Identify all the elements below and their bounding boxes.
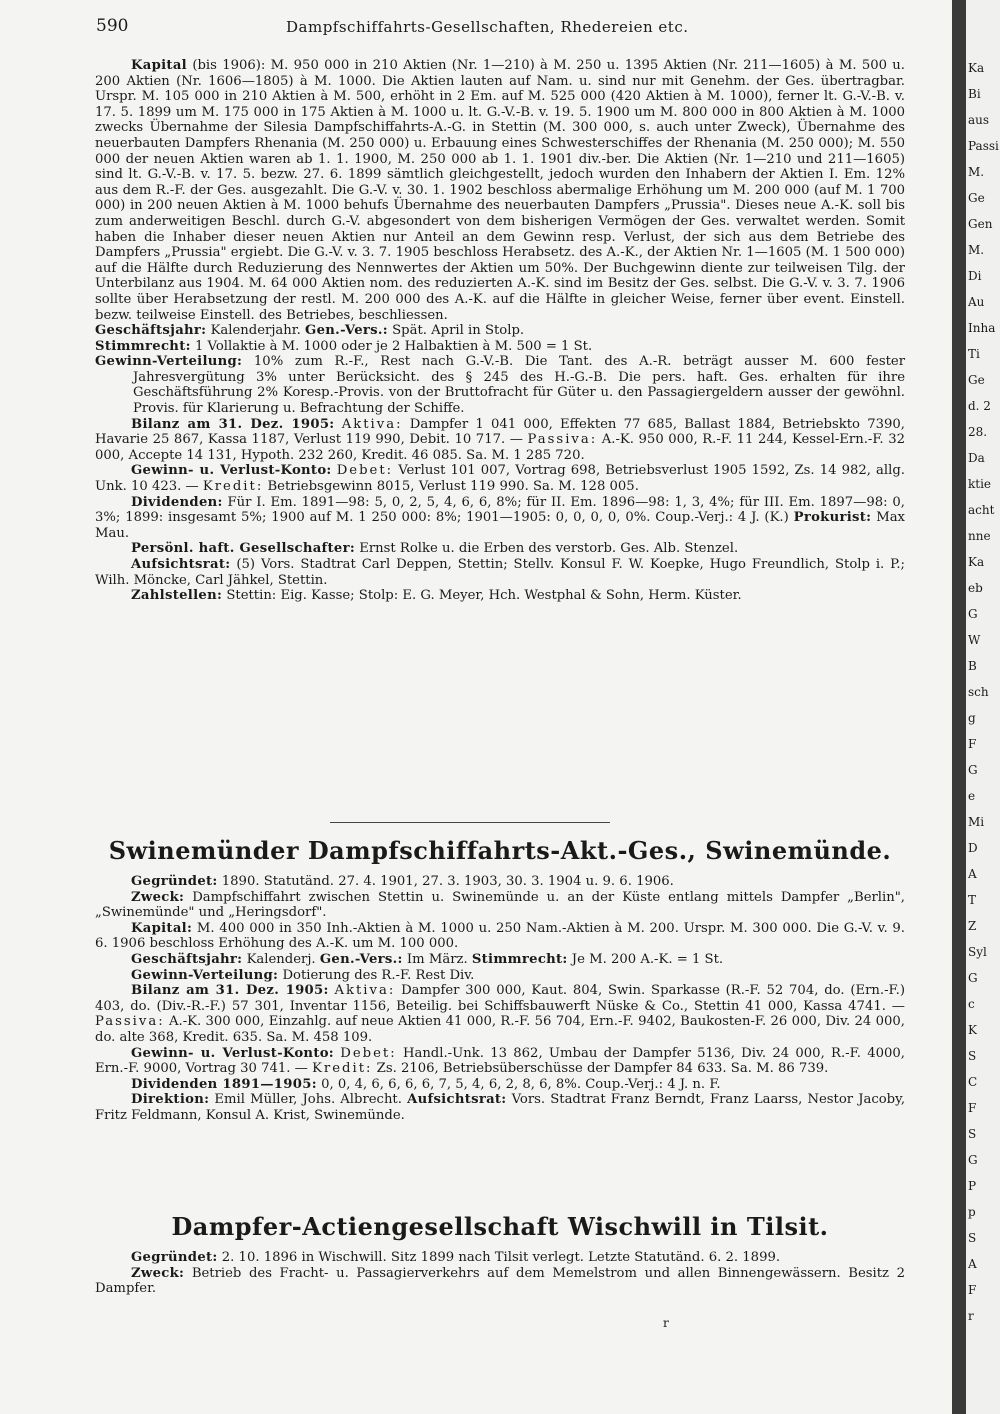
guv-paragraph bbox=[95, 1046, 905, 1077]
adjacent-page-fragment: sch bbox=[968, 685, 989, 699]
zweck-paragraph bbox=[95, 890, 905, 921]
debet-label: Debet: bbox=[340, 1045, 397, 1061]
guv-label: Gewinn- u. Verlust-Konto: bbox=[131, 463, 332, 479]
dividenden-label: Dividenden 1891—1905: bbox=[131, 1076, 317, 1092]
adjacent-page-fragment: C bbox=[968, 1075, 978, 1089]
aufsichtsrat-text: Vors. Stadtrat Franz Berndt, Franz Laarss, Nestor Jacoby, Fritz Feldmann, Konsul A. Krist, Swinemünde. bbox=[95, 1092, 906, 1123]
geschaeftsjahr-text: Kalenderj. bbox=[246, 951, 316, 967]
adjacent-page-fragment: nne bbox=[968, 529, 991, 543]
persoenl-label: Persönl. haft. Gesellschafter: bbox=[131, 541, 356, 557]
adjacent-page-fragment: F bbox=[968, 737, 977, 751]
prokurist-label: Prokurist: bbox=[793, 510, 872, 526]
adjacent-page-fragment: eb bbox=[968, 581, 983, 595]
persoenl-paragraph bbox=[95, 541, 905, 557]
zweck-text: Betrieb des Fracht- u. Passagierverkehrs auf dem Memelstrom und allen Binnengewässern. Besitz 2 Dampfer. bbox=[95, 1265, 905, 1297]
adjacent-page-fragment: c bbox=[968, 997, 975, 1011]
adjacent-page-fragment: d. 2 bbox=[968, 399, 991, 413]
zahlstellen-paragraph bbox=[95, 588, 905, 604]
stimmrecht-paragraph bbox=[95, 339, 905, 355]
dividenden-paragraph bbox=[95, 1077, 905, 1093]
kapital-text: M. 400 000 in 350 Inh.-Aktien à M. 1000 u. 250 Nam.-Aktien à M. 200. Urspr. M. 300 000. Die G.-V. v. 9. 6. 1906 beschloss Erhöhung des A.-K. um M. 100 000. bbox=[95, 920, 905, 952]
section-wischwill bbox=[95, 1250, 905, 1297]
kapital-label: Kapital: bbox=[131, 920, 193, 936]
aufsichtsrat-label: Aufsichtsrat: bbox=[131, 557, 231, 572]
section-title-swinemuende: Swinemünder Dampfschiffahrts-Akt.-Ges., Swinemünde. bbox=[108, 836, 892, 865]
aufsichtsrat-label: Aufsichtsrat: bbox=[407, 1092, 507, 1108]
adjacent-page-fragment: W bbox=[968, 633, 981, 647]
passiva-text: A.-K. 300 000, Einzahlg. auf neue Aktien 41 000, R.-F. 56 704, Ern.-F. 9402, Baukosten-F. 26 000, Div. 24 000, do. alte 368, Kredit. 635. Sa. M. 458 109. bbox=[95, 1014, 905, 1045]
adjacent-page-fragment: G bbox=[968, 971, 978, 985]
adjacent-page-fragment: D bbox=[968, 841, 978, 855]
passiva-text: A.-K. 950 000, R.-F. 11 244, Kessel-Ern.-F. 32 000, Accepte 14 131, Hypoth. 232 260, Kredit. 46 085. Sa. M. 1 285 720. bbox=[95, 432, 905, 463]
book-gutter bbox=[952, 0, 966, 1414]
adjacent-page-fragment: Z bbox=[968, 919, 977, 933]
adjacent-page-fragment: M. bbox=[968, 243, 985, 257]
dividenden-text: 0, 0, 4, 6, 6, 6, 6, 7, 5, 4, 6, 2, 8, 6, 8%. Coup.-Verj.: 4 J. n. F. bbox=[321, 1076, 721, 1092]
adjacent-page-fragment: G bbox=[968, 763, 978, 777]
kredit-label: Kredit: bbox=[202, 479, 264, 495]
gewinn-text: Dotierung des R.-F. Rest Div. bbox=[282, 967, 475, 983]
gegruendet-paragraph bbox=[95, 874, 905, 890]
adjacent-page-fragment: Bi bbox=[968, 87, 981, 101]
adjacent-page-fragment: S bbox=[968, 1127, 977, 1141]
section-stolp-company bbox=[95, 58, 905, 604]
gewinn-paragraph bbox=[95, 968, 905, 984]
guv-paragraph bbox=[95, 463, 905, 494]
page-number: 590 bbox=[96, 16, 129, 36]
aktiva-label: Aktiva: bbox=[334, 983, 396, 999]
adjacent-page-fragment: T bbox=[968, 893, 977, 907]
adjacent-page-fragment: G bbox=[968, 1153, 978, 1167]
adjacent-page-fragment: p bbox=[968, 1205, 976, 1219]
adjacent-page-fragment: Inha bbox=[968, 321, 996, 335]
gegruendet-label: Gegründet: bbox=[131, 1250, 218, 1265]
debet-text: Handl.-Unk. 13 862, Umbau der Dampfer 5136, Div. 24 000, R.-F. 4000, Ern.-F. 9000, Vortrag 30 741. — bbox=[95, 1045, 905, 1077]
genvers-text: Im März. bbox=[406, 951, 468, 967]
zahlstellen-text: Stettin: Eig. Kasse; Stolp: E. G. Meyer, Hch. Westphal & Sohn, Herm. Küster. bbox=[226, 588, 742, 604]
bilanz-paragraph bbox=[95, 417, 905, 464]
running-title: Dampfschiffahrts-Gesellschaften, Rhedereien etc. bbox=[286, 18, 689, 36]
adjacent-page-fragment: Di bbox=[968, 269, 982, 283]
kredit-text: Zs. 2106, Betriebsüberschüsse der Dampfer 84 633. Sa. M. 86 739. bbox=[376, 1061, 829, 1077]
section-swinemuende bbox=[95, 874, 905, 1124]
gewinn-text: 10% zum R.-F., Rest nach G.-V.-B. Die Tant. des A.-R. beträgt ausser M. 600 fester Jahresvergütung 3% unter Berücksicht. des § 245 des H.-G.-B. Die pers. haft. Ges. erhalten für ihre Geschäftsführung 2% Koresp.-Provis. von der Bruttofracht für Güter u. den Passagiergeldern ausser der gewöhnl. Provis. für Klarierung u. Befrachtung der Schiffe. bbox=[133, 354, 905, 417]
adjacent-page-fragment: acht bbox=[968, 503, 995, 517]
geschaeftsjahr-paragraph bbox=[95, 952, 905, 968]
dividenden-label: Dividenden: bbox=[131, 494, 223, 510]
page-header bbox=[96, 16, 856, 38]
guv-label: Gewinn- u. Verlust-Konto: bbox=[131, 1045, 334, 1061]
footer-mark: r bbox=[663, 1316, 669, 1330]
zweck-text: Dampfschiffahrt zwischen Stettin u. Swinemünde u. an der Küste entlang mittels Dampfer „Berlin", „Swinemünde" und „Heringsdorf". bbox=[95, 889, 905, 921]
adjacent-page-fragment: A bbox=[968, 1257, 977, 1271]
adjacent-page-fragment: Mi bbox=[968, 815, 985, 829]
stimmrecht-label: Stimmrecht: bbox=[95, 338, 191, 354]
kredit-label: Kredit: bbox=[312, 1061, 373, 1077]
debet-label: Debet: bbox=[336, 463, 394, 479]
kredit-text: Betriebsgewinn 8015, Verlust 119 990. Sa. M. 128 005. bbox=[267, 479, 639, 495]
adjacent-page-fragment: Ge bbox=[968, 191, 985, 205]
adjacent-page-fragment: Ti bbox=[968, 347, 980, 361]
prokurist-text: Max Mau. bbox=[95, 510, 905, 541]
adjacent-page-fragment: Passi bbox=[968, 139, 999, 153]
geschaeftsjahr-paragraph bbox=[95, 323, 905, 339]
bilanz-paragraph bbox=[95, 983, 905, 1045]
adjacent-page-fragment: g bbox=[968, 711, 976, 725]
gegruendet-text: 2. 10. 1896 in Wischwill. Sitz 1899 nach Tilsit verlegt. Letzte Statutänd. 6. 2. 1899. bbox=[221, 1250, 781, 1265]
kapital-paragraph bbox=[95, 58, 905, 323]
adjacent-page-fragment: Ka bbox=[968, 555, 985, 569]
gewinn-label: Gewinn-Verteilung: bbox=[95, 354, 243, 370]
adjacent-page-fragment: Au bbox=[968, 295, 985, 309]
section-title-wischwill: Dampfer-Actiengesellschaft Wischwill in Tilsit. bbox=[171, 1212, 829, 1241]
adjacent-page-fragment: Da bbox=[968, 451, 985, 465]
passiva-label: Passiva: bbox=[95, 1014, 165, 1030]
stimmrecht-text: 1 Vollaktie à M. 1000 oder je 2 Halbaktien à M. 500 = 1 St. bbox=[194, 338, 593, 354]
adjacent-page-fragment: S bbox=[968, 1049, 977, 1063]
aufsichtsrat-text: (5) Vors. Stadtrat Carl Deppen, Stettin; Stellv. Konsul F. W. Koepke, Hugo Freundlich, Stolp i. P.; Wilh. Möncke, Carl Jähkel, Stettin. bbox=[95, 557, 905, 588]
passiva-label: Passiva: bbox=[527, 432, 598, 448]
stimmrecht-text: Je M. 200 A.-K. = 1 St. bbox=[571, 951, 724, 967]
adjacent-page-edge bbox=[966, 0, 1000, 1414]
gegruendet-label: Gegründet: bbox=[131, 874, 218, 889]
bilanz-label: Bilanz am 31. Dez. 1905: bbox=[131, 983, 329, 999]
geschaeftsjahr-label: Geschäftsjahr: bbox=[95, 323, 207, 339]
direktion-text: Emil Müller, Johs. Albrecht. bbox=[214, 1092, 402, 1108]
gegruendet-paragraph bbox=[95, 1250, 905, 1266]
adjacent-page-fragment: ktie bbox=[968, 477, 992, 491]
adjacent-page-fragment: F bbox=[968, 1101, 977, 1115]
geschaeftsjahr-text: Kalenderjahr. bbox=[210, 323, 301, 339]
dividenden-paragraph bbox=[95, 495, 905, 542]
adjacent-page-fragment: e bbox=[968, 789, 976, 803]
adjacent-page-fragment: K bbox=[968, 1023, 977, 1037]
adjacent-page-fragment: aus bbox=[968, 113, 990, 127]
aufsichtsrat-paragraph bbox=[95, 557, 905, 588]
adjacent-page-fragment: M. bbox=[968, 165, 985, 179]
adjacent-page-fragment: Syl bbox=[968, 945, 987, 959]
adjacent-page-fragment: B bbox=[968, 659, 977, 673]
adjacent-page-fragment: A bbox=[968, 867, 977, 881]
bilanz-label: Bilanz am 31. Dez. 1905: bbox=[131, 416, 335, 432]
kapital-text: (bis 1906): M. 950 000 in 210 Aktien (Nr. 1—210) à M. 250 u. 1395 Aktien (Nr. 211—1605) à M. 500 u. 200 Aktien (Nr. 1606—1805) à M. 1000. Die Aktien lauten auf Nam. u. sind nur mit Genehm. der Ges. übertragbar. Urspr. M. 105 000 in 210 Aktien à M. 500, erhöht in 2 Em. auf M. 525 000 (420 Aktien à M. 1000), ferner lt. G.-V.-B. v. 17. 5. 1899 um M. 175 000 in 175 Aktien à M. 1000 u. lt. G.-V.-B. v. 19. 5. 1900 um M. 800 000 in 800 Aktien à M. 1000 zwecks Übernahme der Silesia Dampfschiffahrts-A.-G. in Stettin (M. 300 000, s. auch unter Zweck), Übernahme des neuerbauten Dampfers Rhenania (M. 250 000) u. Erbauung eines Schwesterschiffes der Rhenania (M. 250 000); M. 550 000 der neuen Aktien waren ab 1. 1. 1900, M. 250 000 ab 1. 1. 1901 div.-ber. Die Aktien (Nr. 1—210 und 211—1605) sind lt. G.-V.-B. v. 17. 5. bezw. 27. 6. 1899 sämtlich gleichgestellt, jedoch wurden den Inhabern der Aktien I. Em. 12% aus dem R.-F. der Ges. ausgezahlt. Die G.-V. v. 30. 1. 1902 beschloss abermalige Erhöhung um M. 200 000 (auf M. 1 700 000) in 200 neuen Aktien à M. 1000 behufs Übernahme des neuerbauten Dampfers „Prussia". Dieses neue A.-K. soll bis zum anderweitigen Beschl. durch G.-V. abgesondert von dem bisherigen Vermögen der Ges. verwaltet werden. Somit haben die Inhaber dieser neuen Aktien nur Anteil an dem Gewinn resp. Verlust, der sich aus dem Betriebe des Dampfers „Prussia" ergiebt. Die G.-V. v. 3. 7. 1905 beschloss Herabsetz. des A.-K., der Aktien Nr. 1—1605 (M. 1 500 000) auf die Hälfte durch Reduzierung des Nennwertes der Aktien um 50%. Der Buchgewinn diente zur teilweisen Tilg. der Unterbilanz aus 1904. M. 64 000 Aktien nom. des reduzierten A.-K. sind im Besitz der Ges. selbst. Die G.-V. v. 3. 7. 1906 sollte über Herabsetzung der restl. M. 200 000 des A.-K. auf die Hälfte in gleicher Weise, ferner über event. Einstell. bezw. teilweise Einstell. des Betriebes, beschliessen. bbox=[95, 58, 905, 323]
geschaeftsjahr-label: Geschäftsjahr: bbox=[131, 951, 243, 967]
direktion-label: Direktion: bbox=[131, 1092, 210, 1108]
adjacent-page-fragment: Ka bbox=[968, 61, 985, 75]
genvers-label: Gen.-Vers.: bbox=[319, 951, 403, 967]
aktiva-label: Aktiva: bbox=[341, 416, 403, 432]
adjacent-page-fragment: G bbox=[968, 607, 978, 621]
adjacent-page-fragment: F bbox=[968, 1283, 977, 1297]
zahlstellen-label: Zahlstellen: bbox=[131, 588, 223, 604]
genvers-label: Gen.-Vers.: bbox=[305, 323, 388, 339]
adjacent-page-fragment: S bbox=[968, 1231, 977, 1245]
zweck-label: Zweck: bbox=[131, 1265, 185, 1281]
genvers-text: Spät. April in Stolp. bbox=[392, 323, 525, 339]
aktiva-text: Dampfer 300 000, Kaut. 804, Swin. Sparkasse (R.-F. 52 704, do. (Ern.-F.) 403, do. (Div.-R.-F.) 57 301, Inventar 1156, Beteilig. bei Schiffsbauwerft Nüske & Co., Stettin 41 000, Kassa 4741. — bbox=[95, 983, 905, 1014]
direktion-paragraph bbox=[95, 1092, 905, 1123]
stimmrecht-label: Stimmrecht: bbox=[471, 951, 568, 967]
kapital-label: Kapital bbox=[131, 58, 187, 73]
dividenden-text: Für I. Em. 1891—98: 5, 0, 2, 5, 4, 6, 6, 8%; für II. Em. 1896—98: 1, 3, 4%; für III. Em. 1897—98: 0, 3%; 1899: insgesamt 5%; 1900 auf M. 1 250 000: 8%; 1901—1905: 0, 0, 0, 0, 0%. Coup.-Verj.: 4 J. (K.) bbox=[95, 494, 905, 526]
kapital-paragraph bbox=[95, 921, 905, 952]
aktiva-text: Dampfer 1 041 000, Effekten 77 685, Ballast 1884, Betriebskto 7390, Havarie 25 867, Kassa 1187, Verlust 119 990, Debit. 10 717. — bbox=[95, 416, 905, 448]
section-divider bbox=[330, 822, 610, 823]
debet-text: Verlust 101 007, Vortrag 698, Betriebsverlust 1905 1592, Zs. 14 982, allg. Unk. 10 423. — bbox=[95, 463, 905, 495]
persoenl-text: Ernst Rolke u. die Erben des verstorb. Ges. Alb. Stenzel. bbox=[359, 541, 739, 557]
adjacent-page-fragment: Ge bbox=[968, 373, 985, 387]
adjacent-page-fragment: r bbox=[968, 1309, 974, 1323]
adjacent-page-fragment: 28. bbox=[968, 425, 988, 439]
gewinn-paragraph bbox=[95, 354, 905, 416]
gewinn-label: Gewinn-Verteilung: bbox=[131, 967, 279, 983]
zweck-label: Zweck: bbox=[131, 889, 185, 905]
adjacent-page-fragment: P bbox=[968, 1179, 977, 1193]
zweck-paragraph bbox=[95, 1266, 905, 1297]
gegruendet-text: 1890. Statutänd. 27. 4. 1901, 27. 3. 1903, 30. 3. 1904 u. 9. 6. 1906. bbox=[221, 874, 674, 889]
adjacent-page-fragment: Gen bbox=[968, 217, 993, 231]
